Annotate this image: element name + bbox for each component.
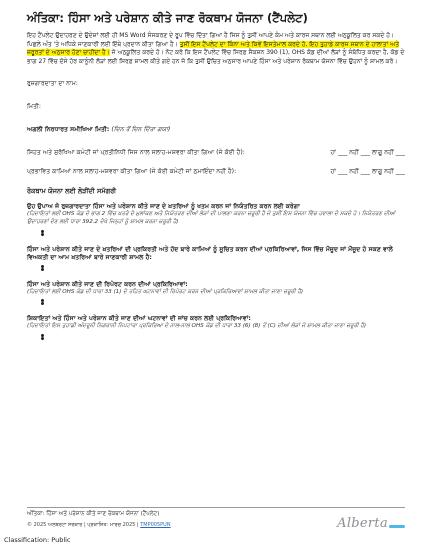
content-block-hazard-controls [27,203,405,235]
bullet-list [41,334,405,340]
block-question: ਹਿੰਸਾ ਅਤੇ ਪਰੇਸ਼ਾਨ ਕੀਤੇ ਜਾਣ ਦੇ ਖ਼ਤਰਿਆਂ ਦੀ ਪ੍ਰਕਿਰਤੀ ਅਤੇ ਹੱਦ ਬਾਰੇ ਕਾਮਿਆਂ ਨੂੰ ਸੂਚਿਤ ਕਰਨ ਦੀਆਂ ਪ੍ਰਕਿਰਿਆਵਾਂ, ਜਿਸ ਵਿੱਚ ਮੌਜੂਦ ਜਾਂ ਮੌਜੂਦ ਹੋ ਸਕਣ ਵਾਲੇ ਵਿਅਕਤੀ ਦਾ ਆਮ ਖ਼ਤਰਿਆਂ ਬਾਰੇ ਜਾਣਕਾਰੀ ਸ਼ਾਮਲ ਹੈ: [27,245,393,261]
next-review-date-label: ਅਗਲੀ ਨਿਰਧਾਰਤ ਸਮੀਖਿਆ ਮਿਤੀ: [27,126,110,134]
document-code-link[interactable]: TMP005PUN [140,521,171,528]
block-question: ਸ਼ਿਕਾਇਤਾਂ ਅਤੇ ਹਿੰਸਾ ਅਤੇ ਪਰੇਸ਼ਾਨ ਕੀਤੇ ਜਾਣ ਦੀਆਂ ਘਟਨਾਵਾਂ ਦੀ ਜਾਂਚ ਕਰਨ ਲਈ ਪ੍ਰਕਿਰਿਆਵਾਂ: [27,315,251,323]
alberta-logo [337,516,405,531]
date-label: ਮਿਤੀ: [27,103,41,111]
bullet-icon [41,233,44,236]
block-note: (ਹਿਦਾਇਤਾਂ ਇਸ ਤੁਹਾਡੀ ਅੰਦਰੂਨੀ ਨਿਗਰਾਨੀ ਨਿਪਟਾਰਾ ਪ੍ਰਕਿਰਿਆ ਦੇ ਨਾਲ-ਨਾਲ OHS ਕੋਡ ਦੀ ਧਾਰਾ 33 (6) (8) ਤੋਂ (C) ਦੀਆਂ ਲੋੜਾਂ ਜੋ ਸ਼ਾਮਲ ਕੀਤਾ ਜਾਣਾ ਜ਼ਰੂਰੀ ਹੈ) [27,323,367,330]
page-footer [27,507,405,529]
workers-consulted-options[interactable]: ਹਾਂ ___ ਨਹੀਂ ___ ਲਾਗੂ ਨਹੀਂ ___ [330,168,405,176]
bullet-icon [41,337,44,340]
section-heading: ਰੋਕਥਾਮ ਯੋਜਨਾ ਲਈ ਲੋੜੀਂਦੀ ਸਮੱਗਰੀ [27,187,117,196]
intro-text-1: ਇਹ ਟੈਂਪਲੇਟ ਉਦਾਹਰਣ ਦੇ ਉਦੇਸ਼ਾਂ ਲਈ ਹੀ MS Word ਸੰਸਕਰਣ ਦੇ ਰੂਪ ਵਿੱਚ ਦਿੱਤਾ ਗਿਆ ਹੈ ਜਿਸ ਨੂੰ ਤੁਸੀਂ ਆਪਣੇ ਕੰਮ ਅਤੇ ਕਾਰਜ ਸਥਾਨ ਲਈ ਅਨੁਕੂਲਿਤ ਕਰ ਸਕਦੇ ਹੋ। ਪਿਛਲੇ ਅੰਤ 'ਤੇ ਅਧਿਕੇ ਜਾਣਕਾਰੀ ਲਈ ਇੱਥੇ ਪ੍ਰਦਾਨ ਕੀਤਾ ਗਿਆ ਹੈ। [27,32,395,48]
workers-consulted-row [27,168,405,176]
block-question: ਹਿੰਸਾ ਅਤੇ ਪਰੇਸ਼ਾਨ ਕੀਤੇ ਜਾਣ ਦੀ ਰਿਪੋਰਟ ਕਰਨ ਦੀਆਂ ਪ੍ਰਕਿਰਿਆਵਾਂ: [27,280,188,288]
bullet-item[interactable] [41,337,405,340]
bullet-item[interactable] [41,302,405,305]
bullet-icon [41,268,44,271]
bullet-list [41,265,405,271]
copyright-text: © 2025 ਅਲਬਰਟਾ ਸਰਕਾਰ | ਪ੍ਰਕਾਸ਼ਿਤ: ਮਾਰਚ 2025 | [27,521,139,528]
committee-consulted-row [27,149,405,157]
intro-highlighted-text: ਤੁਸੀਂ ਇਸ ਟੈਂਪਲੇਟ ਦਾ ਕਿੰਨਾ ਅਤੇ ਕਿਵੇਂ ਇਸਤੇਮਾਲ ਕਰਦੇ ਹੋ, ਇਹ ਤੁਹਾਡੇ ਕਾਰਜ ਸਥਾਨ ਦੇ ਹਾਲਾਤਾਂ ਅਤੇ ਜ਼ਰੂਰਤਾਂ ਦੇ ਅਨੁਸਾਰ ਹੋਣਾ ਚਾਹੀਦਾ ਹੈ। [27,40,400,57]
bullet-list [41,299,405,305]
content-block-investigation [27,315,405,340]
classification-label: Classification: Public [4,536,71,544]
document-content [27,10,405,350]
content-block-reporting [27,281,405,306]
bullet-list [41,230,405,236]
footer-title: ਅੰਤਿਕਾ: ਹਿੰਸਾ ਅਤੇ ਪਰੇਸ਼ਾਨ ਕੀਤੇ ਜਾਣ ਰੋਕਥਾਮ ਯੋਜਨਾ (ਟੈਂਪਲੇਟ) [27,511,160,517]
bullet-item[interactable] [41,268,405,271]
next-review-date-field[interactable] [27,126,405,134]
workers-consulted-label: ਪ੍ਰਭਾਵਿਤ ਕਾਮਿਆਂ ਨਾਲ ਸਲਾਹ-ਮਸ਼ਵਰਾ ਕੀਤਾ ਗਿਆ (ਜੇ ਕੋਈ ਕਮੇਟੀ ਜਾਂ ਨੁਮਾਇੰਦਾ ਨਹੀਂ ਹੈ): [27,168,237,176]
block-note: (ਹਿਦਾਇਤਾਂ ਲਈ OHS ਕੋਡ ਦੀ ਧਾਰਾ 33 (1) ਦੇ ਤਹਿਤ ਘਟਨਾਵਾਂ ਦੀ ਰਿਪੋਰਟ ਕਰਨ ਦੀਆਂ ਪ੍ਰਕਿਰਿਆਵਾਂ ਸ਼ਾਮਲ ਕੀਤਾ ਜਾਣਾ ਜ਼ਰੂਰੀ ਹੈ) [27,288,304,295]
intro-text-2: ਜੋ ਅਨੁਕੂਲਿਤ ਕਰਦੇ ਹੋ। ਨੋਟ ਕਰੋ ਕਿ ਇਸ ਟੈਂਪਲੇਟ ਵਿੱਚ ਸਿਰਫ਼ ਸੈਕਸ਼ਨ 390 (1), OHS ਕੋਡ ਦੀਆਂ ਲੋੜਾਂ ਨੂੰ ਸੰਬੋਧਿਤ ਕਰਦਾ ਹੈ, ਕੋਡ ਦੇ ਭਾਗ 27 ਵਿੱਚ ਦੱਸੇ ਹੋਰ ਕਾਨੂੰਨੀ ਲੋੜਾਂ ਲਈ ਸਿਰਫ਼ ਸ਼ਾਮਲ ਕੀਤੇ ਗਏ ਹਨ ਜੋ ਕਿ ਤੁਸੀਂ ਉਚਿਤ ਅਨੁਸਾਰ ਆਪਣੇ ਹਿੰਸਾ ਅਤੇ ਪਰੇਸ਼ਾਨ ਰੋਕਥਾਮ ਯੋਜਨਾ ਵਿੱਚ ਉਹਨਾਂ ਨੂੰ ਸ਼ਾਮਲ ਕਰੋ। [27,49,405,65]
alberta-swoosh-icon [389,525,405,528]
block-note: (ਹਿਦਾਇਤਾਂ ਲਈ OHS ਕੋਡ ਦੇ ਭਾਗ 2 ਵਿੱਚ ਖ਼ਤਰੇ ਦੇ ਮੁਲਾਂਕਣ ਅਤੇ ਨਿਯੰਤਰਣ ਦੀਆਂ ਲੋੜਾਂ ਦੀ ਪਾਲਣਾ ਕਰਨਾ ਜ਼ਰੂਰੀ ਹੈ ਜੋ ਤੁਸੀਂ ਇਸ ਯੋਜਨਾ ਵਿੱਚ ਹਵਾਲਾ ਦੇ ਸਕਦੇ ਹੋ। ਨਿਯੰਤਰਣ ਦੀਆਂ ਉਦਾਹਰਣਾਂ ਦੇਣ ਲਈ ਧਾਰਾ 392.2 ਦੇਖੋ ਜਿਨ੍ਹਾਂ ਨੂੰ ਸ਼ਾਮਲ ਕਰਨਾ ਜ਼ਰੂਰੀ ਹੈ) [27,211,396,225]
document-title: ਅੰਤਿਕਾ: ਹਿੰਸਾ ਅਤੇ ਪਰੇਸ਼ਾਨ ਕੀਤੇ ਜਾਣ ਰੋਕਥਾਮ ਯੋਜਨਾ (ਟੈਂਪਲੇਟ) [27,11,308,25]
bullet-icon [41,302,44,305]
employer-name-field[interactable] [27,80,405,88]
content-block-inform-workers [27,246,405,271]
employer-name-label: ਰੁਜ਼ਗਾਰਦਾਤਾ ਦਾ ਨਾਮ: [27,80,78,88]
intro-paragraph [27,32,405,66]
alberta-logo-text: Alberta [337,516,388,531]
committee-consulted-label: ਸਿਹਤ ਅਤੇ ਸੁਰੱਖਿਆ ਕਮੇਟੀ ਜਾਂ ਪ੍ਰਤੀਨਿਧੀ ਜਿਸ ਨਾਲ ਸਲਾਹ-ਮਸ਼ਵਰਾ ਕੀਤਾ ਗਿਆ (ਜੇ ਕੋਈ ਹੈ): [27,149,245,157]
bullet-item[interactable] [41,233,405,236]
block-question: ਉਹ ਉਪਾਅ ਜੋ ਰੁਜ਼ਗਾਰਦਾਤਾ ਹਿੰਸਾ ਅਤੇ ਪਰੇਸ਼ਾਨ ਕੀਤੇ ਜਾਣ ਦੇ ਖ਼ਤਰਿਆਂ ਨੂੰ ਖਤਮ ਕਰਨ ਜਾਂ ਨਿਯੰਤਰਿਤ ਕਰਨ ਲਈ ਕਰੇਗਾ [27,203,300,211]
next-review-date-note: (ਦਿਨ ਤੋਂ ਦਿਨ ਦਿੱਤਾ ਗਯਾ) [111,126,171,134]
committee-consulted-options[interactable]: ਹਾਂ ___ ਨਹੀਂ ___ ਲਾਗੂ ਨਹੀਂ ___ [330,149,405,157]
date-field[interactable] [27,103,405,111]
